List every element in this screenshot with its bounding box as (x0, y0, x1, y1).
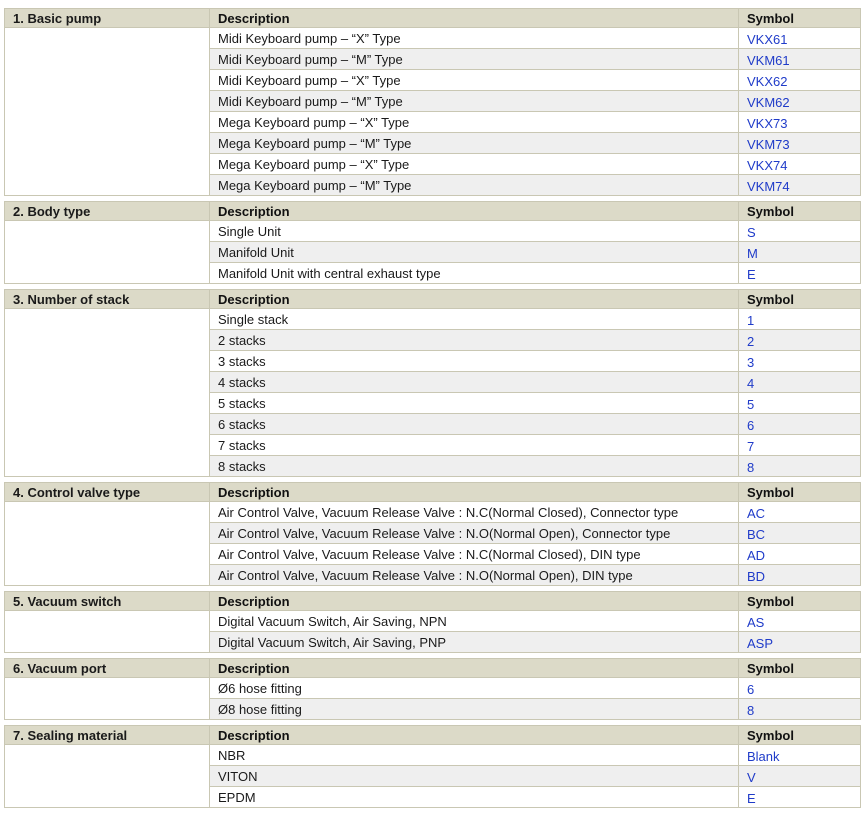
table-row (5, 611, 861, 632)
section-spacer-cell (5, 28, 210, 196)
row-symbol: VKX73 (739, 112, 861, 133)
table-header-row (5, 202, 861, 221)
row-symbol: 8 (739, 699, 861, 720)
row-description: Single stack (210, 309, 739, 330)
table-row (5, 309, 861, 330)
row-symbol: 6 (739, 414, 861, 435)
row-description: Digital Vacuum Switch, Air Saving, NPN (210, 611, 739, 632)
table-row (5, 502, 861, 523)
spec-sections (4, 8, 860, 813)
row-description: Mega Keyboard pump – “X” Type (210, 154, 739, 175)
row-description: 3 stacks (210, 351, 739, 372)
row-symbol: 2 (739, 330, 861, 351)
row-symbol: 7 (739, 435, 861, 456)
row-description: Midi Keyboard pump – “M” Type (210, 49, 739, 70)
row-symbol: 3 (739, 351, 861, 372)
description-header: Description (210, 592, 739, 611)
spec-table-5 (4, 591, 861, 653)
description-header: Description (210, 290, 739, 309)
section-spacer-cell (5, 309, 210, 477)
row-description: Manifold Unit (210, 242, 739, 263)
row-description: Mega Keyboard pump – “M” Type (210, 133, 739, 154)
spec-table-2 (4, 201, 861, 284)
row-symbol: M (739, 242, 861, 263)
section-title: 2. Body type (5, 202, 210, 221)
row-symbol: AD (739, 544, 861, 565)
symbol-header: Symbol (739, 290, 861, 309)
description-header: Description (210, 483, 739, 502)
row-description: 4 stacks (210, 372, 739, 393)
row-symbol: E (739, 263, 861, 284)
row-description: VITON (210, 766, 739, 787)
table-header-row (5, 659, 861, 678)
description-header: Description (210, 726, 739, 745)
table-header-row (5, 9, 861, 28)
section-title: 4. Control valve type (5, 483, 210, 502)
section-spacer-cell (5, 678, 210, 720)
row-description: Mega Keyboard pump – “M” Type (210, 175, 739, 196)
table-row (5, 745, 861, 766)
description-header: Description (210, 9, 739, 28)
section-spacer-cell (5, 611, 210, 653)
row-description: EPDM (210, 787, 739, 808)
symbol-header: Symbol (739, 592, 861, 611)
spec-table-4 (4, 482, 861, 586)
row-description: Air Control Valve, Vacuum Release Valve : N.O(Normal Open), DIN type (210, 565, 739, 586)
row-description: Mega Keyboard pump – “X” Type (210, 112, 739, 133)
row-symbol: BD (739, 565, 861, 586)
row-symbol: ASP (739, 632, 861, 653)
row-symbol: VKM74 (739, 175, 861, 196)
spec-table-3 (4, 289, 861, 477)
description-header: Description (210, 659, 739, 678)
table-row (5, 678, 861, 699)
row-symbol: E (739, 787, 861, 808)
row-description: Air Control Valve, Vacuum Release Valve : N.C(Normal Closed), DIN type (210, 544, 739, 565)
table-row (5, 221, 861, 242)
section-title: 3. Number of stack (5, 290, 210, 309)
row-symbol: AS (739, 611, 861, 632)
row-symbol: 5 (739, 393, 861, 414)
table-header-row (5, 290, 861, 309)
row-description: 2 stacks (210, 330, 739, 351)
table-header-row (5, 726, 861, 745)
section-spacer-cell (5, 745, 210, 808)
section-spacer-cell (5, 221, 210, 284)
section-title: 5. Vacuum switch (5, 592, 210, 611)
row-symbol: VKM62 (739, 91, 861, 112)
symbol-header: Symbol (739, 659, 861, 678)
row-description: Manifold Unit with central exhaust type (210, 263, 739, 284)
row-symbol: BC (739, 523, 861, 544)
row-symbol: S (739, 221, 861, 242)
row-description: 8 stacks (210, 456, 739, 477)
row-description: 6 stacks (210, 414, 739, 435)
row-symbol: 1 (739, 309, 861, 330)
section-title: 7. Sealing material (5, 726, 210, 745)
row-description: Ø6 hose fitting (210, 678, 739, 699)
table-header-row (5, 483, 861, 502)
symbol-header: Symbol (739, 202, 861, 221)
row-symbol: Blank (739, 745, 861, 766)
section-spacer-cell (5, 502, 210, 586)
row-description: 7 stacks (210, 435, 739, 456)
spec-table-7 (4, 725, 861, 808)
row-symbol: 4 (739, 372, 861, 393)
row-description: Midi Keyboard pump – “M” Type (210, 91, 739, 112)
row-symbol: VKM61 (739, 49, 861, 70)
table-row (5, 28, 861, 49)
row-description: Ø8 hose fitting (210, 699, 739, 720)
description-header: Description (210, 202, 739, 221)
row-symbol: 6 (739, 678, 861, 699)
row-description: Air Control Valve, Vacuum Release Valve : N.O(Normal Open), Connector type (210, 523, 739, 544)
symbol-header: Symbol (739, 483, 861, 502)
row-description: Midi Keyboard pump – “X” Type (210, 70, 739, 91)
row-symbol: V (739, 766, 861, 787)
row-symbol: 8 (739, 456, 861, 477)
row-symbol: VKX74 (739, 154, 861, 175)
row-description: Digital Vacuum Switch, Air Saving, PNP (210, 632, 739, 653)
row-description: NBR (210, 745, 739, 766)
symbol-header: Symbol (739, 726, 861, 745)
row-description: Single Unit (210, 221, 739, 242)
spec-table-1 (4, 8, 861, 196)
row-symbol: VKX62 (739, 70, 861, 91)
symbol-header: Symbol (739, 9, 861, 28)
row-description: Midi Keyboard pump – “X” Type (210, 28, 739, 49)
row-symbol: VKM73 (739, 133, 861, 154)
section-title: 1. Basic pump (5, 9, 210, 28)
row-symbol: AC (739, 502, 861, 523)
table-header-row (5, 592, 861, 611)
spec-table-6 (4, 658, 861, 720)
row-description: Air Control Valve, Vacuum Release Valve : N.C(Normal Closed), Connector type (210, 502, 739, 523)
section-title: 6. Vacuum port (5, 659, 210, 678)
row-description: 5 stacks (210, 393, 739, 414)
row-symbol: VKX61 (739, 28, 861, 49)
